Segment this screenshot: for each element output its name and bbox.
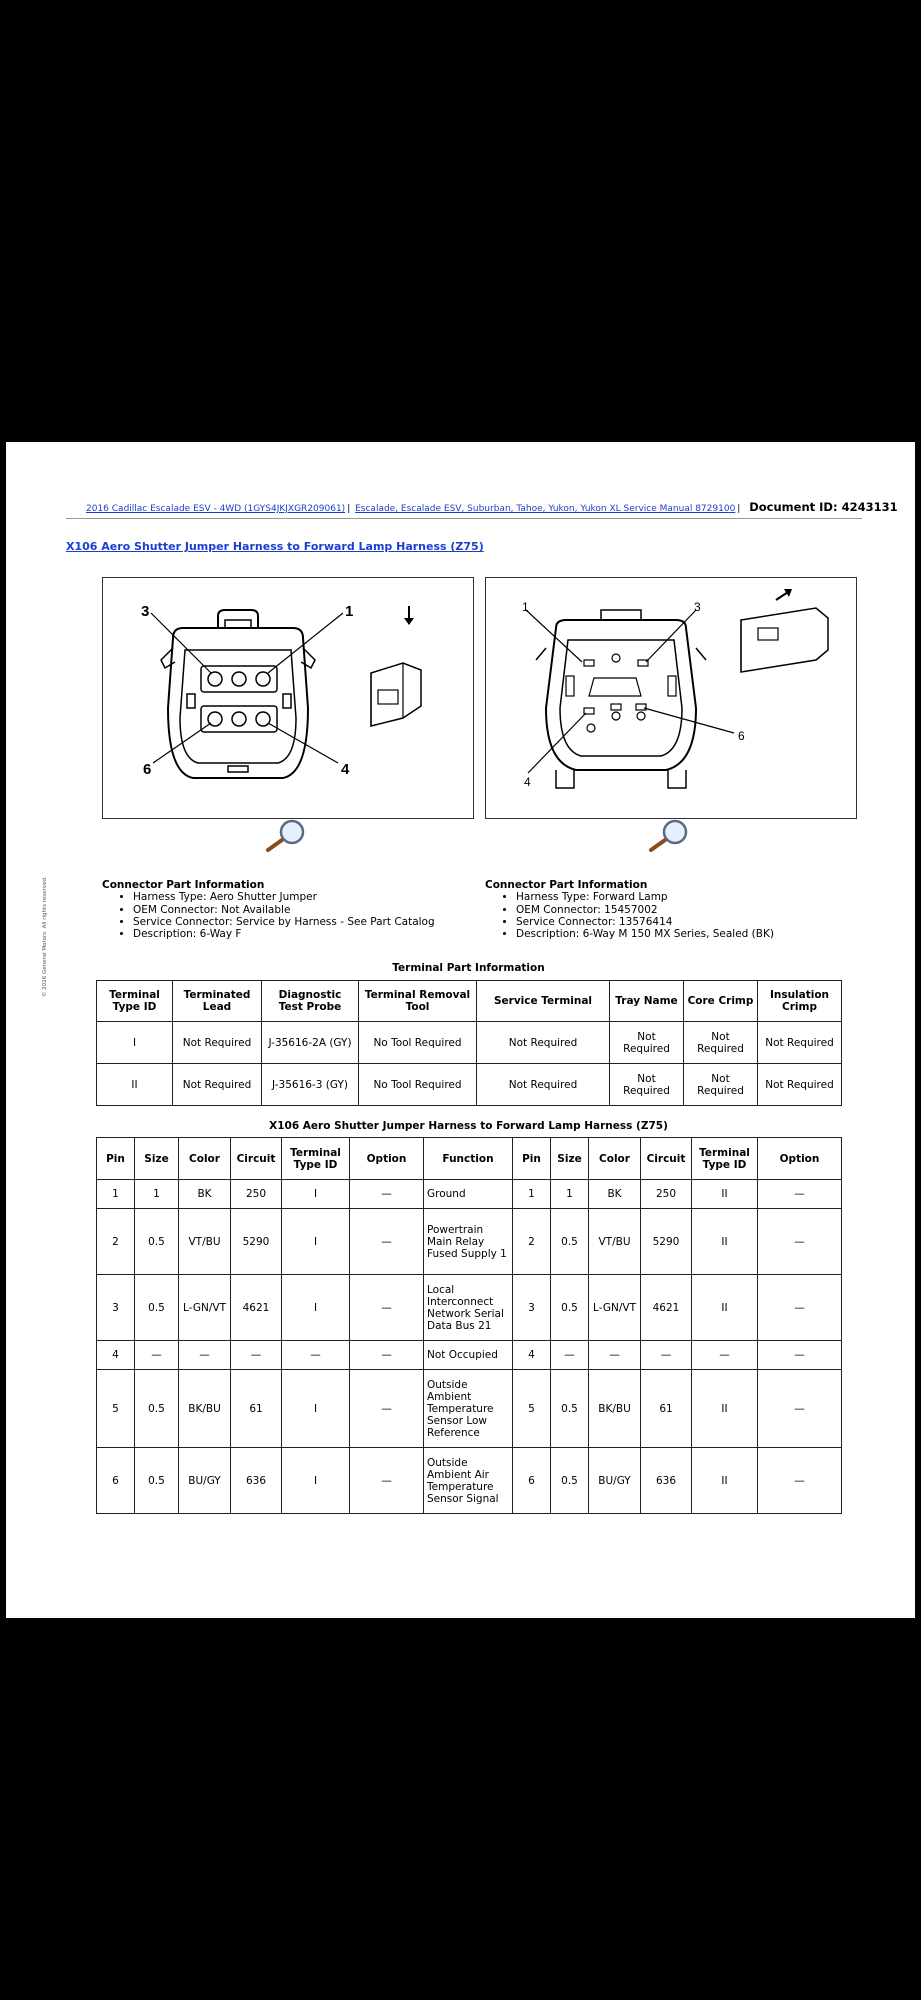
magnifier-icon[interactable] — [264, 818, 310, 854]
vehicle-link[interactable]: 2016 Cadillac Escalade ESV - 4WD (1GYS4JKJXGR209061) — [86, 504, 346, 514]
table-cell: 0.5 — [135, 1370, 179, 1448]
service-manual-link[interactable]: Escalade, Escalade ESV, Suburban, Tahoe, Yukon, Yukon XL Service Manual 8729100 — [355, 504, 736, 514]
table-cell: Not Required — [610, 1022, 684, 1064]
table-cell: — — [589, 1341, 641, 1370]
table-cell: BK/BU — [179, 1370, 231, 1448]
table-cell: — — [350, 1275, 424, 1341]
table-cell: I — [282, 1209, 350, 1275]
table-cell: II — [692, 1370, 758, 1448]
table-cell: No Tool Required — [359, 1022, 477, 1064]
table-cell: 250 — [641, 1180, 692, 1209]
connector-info-right — [485, 879, 774, 940]
table-cell: 2 — [97, 1209, 135, 1275]
table-cell: — — [282, 1341, 350, 1370]
table-cell: 6 — [97, 1448, 135, 1514]
list-item: • Description: 6-Way F — [133, 928, 435, 940]
column-header: Option — [758, 1138, 842, 1180]
column-header: Terminal Type ID — [692, 1138, 758, 1180]
table-cell: — — [350, 1341, 424, 1370]
table-cell: 5290 — [231, 1209, 282, 1275]
table-cell: 5 — [97, 1370, 135, 1448]
pin-label-6: 6 — [143, 761, 152, 778]
table-cell: 636 — [231, 1448, 282, 1514]
table-cell: 6 — [513, 1448, 551, 1514]
column-header: Service Terminal — [477, 981, 610, 1022]
table-cell: BK — [589, 1180, 641, 1209]
table-cell: 4 — [513, 1341, 551, 1370]
table-cell: J-35616-2A (GY) — [262, 1022, 359, 1064]
table-cell: — — [179, 1341, 231, 1370]
magnifier-icon[interactable] — [647, 818, 693, 854]
table-cell: 1 — [135, 1180, 179, 1209]
table-cell: I — [97, 1022, 173, 1064]
table-cell: — — [758, 1275, 842, 1341]
table-cell: — — [758, 1370, 842, 1448]
table-cell: 1 — [551, 1180, 589, 1209]
table-cell: L-GN/VT — [589, 1275, 641, 1341]
connector-figure-left — [102, 577, 474, 819]
table-cell: 0.5 — [551, 1448, 589, 1514]
column-header: Tray Name — [610, 981, 684, 1022]
connector-figure-right — [485, 577, 857, 819]
table-cell: 250 — [231, 1180, 282, 1209]
table-cell: J-35616-3 (GY) — [262, 1064, 359, 1106]
pin-label-1: 1 — [345, 603, 354, 620]
connector-info-heading: Connector Part Information — [485, 879, 648, 891]
pin-table-caption: X106 Aero Shutter Jumper Harness to Forward Lamp Harness (Z75) — [269, 1120, 668, 1132]
column-header: Terminated Lead — [173, 981, 262, 1022]
table-cell: Outside Ambient Temperature Sensor Low Reference — [424, 1370, 513, 1448]
list-item: • Harness Type: Aero Shutter Jumper — [133, 891, 435, 903]
document-page — [6, 442, 915, 1618]
table-cell: Not Required — [173, 1022, 262, 1064]
pin-label-3: 3 — [141, 603, 150, 620]
column-header: Pin — [513, 1138, 551, 1180]
table-row — [97, 1448, 842, 1514]
table-cell: 0.5 — [135, 1209, 179, 1275]
table-cell: — — [641, 1341, 692, 1370]
table-cell: VT/BU — [589, 1209, 641, 1275]
column-header: Pin — [97, 1138, 135, 1180]
table-cell: I — [282, 1370, 350, 1448]
table-cell: — — [758, 1448, 842, 1514]
column-header: Diagnostic Test Probe — [262, 981, 359, 1022]
connector-drawing-right — [486, 578, 856, 818]
document-id: Document ID: 4243131 — [749, 500, 898, 514]
table-cell: VT/BU — [179, 1209, 231, 1275]
table-row — [97, 1064, 842, 1106]
table-cell: 0.5 — [135, 1448, 179, 1514]
column-header: Terminal Type ID — [282, 1138, 350, 1180]
table-cell: BU/GY — [589, 1448, 641, 1514]
table-row — [97, 1370, 842, 1448]
table-cell: 61 — [641, 1370, 692, 1448]
column-header: Size — [135, 1138, 179, 1180]
table-cell: 0.5 — [551, 1209, 589, 1275]
table-cell: — — [692, 1341, 758, 1370]
table-cell: 2 — [513, 1209, 551, 1275]
table-cell: II — [692, 1448, 758, 1514]
connector-drawing-left — [103, 578, 473, 818]
table-cell: II — [692, 1209, 758, 1275]
table-cell: Not Required — [173, 1064, 262, 1106]
column-header: Terminal Removal Tool — [359, 981, 477, 1022]
table-cell: 4621 — [641, 1275, 692, 1341]
copyright-notice: © 2026 General Motors. All rights reserved. — [42, 876, 48, 997]
table-cell: 5290 — [641, 1209, 692, 1275]
list-item: • OEM Connector: Not Available — [133, 904, 435, 916]
table-cell: — — [350, 1448, 424, 1514]
list-item: • OEM Connector: 15457002 — [516, 904, 774, 916]
pin-label-4: 4 — [524, 775, 531, 789]
table-row — [97, 1275, 842, 1341]
table-cell: Not Occupied — [424, 1341, 513, 1370]
table-cell: — — [350, 1209, 424, 1275]
table-cell: I — [282, 1448, 350, 1514]
table-header-row — [97, 981, 842, 1022]
table-cell: — — [758, 1180, 842, 1209]
table-row — [97, 1180, 842, 1209]
table-cell: 3 — [513, 1275, 551, 1341]
table-cell: 0.5 — [135, 1275, 179, 1341]
table-cell: L-GN/VT — [179, 1275, 231, 1341]
table-cell: I — [282, 1180, 350, 1209]
terminal-part-table — [96, 980, 842, 1106]
table-cell: — — [758, 1209, 842, 1275]
pin-label-1: 1 — [522, 600, 529, 614]
document-header: 2016 Cadillac Escalade ESV - 4WD (1GYS4JKJXGR209061) | Escalade, Escalade ESV, Suburban, Tahoe, Yukon, Yukon XL Service Manual 8729100 | Document ID: 4243131 — [86, 500, 898, 514]
table-cell: Not Required — [758, 1064, 842, 1106]
pin-label-4: 4 — [341, 761, 350, 778]
table-cell: Local Interconnect Network Serial Data Bus 21 — [424, 1275, 513, 1341]
table-cell: 61 — [231, 1370, 282, 1448]
table-cell: 4 — [97, 1341, 135, 1370]
pin-label-3: 3 — [694, 600, 701, 614]
table-cell: Not Required — [477, 1022, 610, 1064]
table-cell: 4621 — [231, 1275, 282, 1341]
table-cell: Not Required — [684, 1064, 758, 1106]
table-cell: 0.5 — [551, 1370, 589, 1448]
table-row — [97, 1209, 842, 1275]
terminal-table-caption: Terminal Part Information — [392, 962, 545, 974]
table-cell: — — [135, 1341, 179, 1370]
document-title[interactable]: X106 Aero Shutter Jumper Harness to Forward Lamp Harness (Z75) — [66, 540, 484, 553]
column-header: Insulation Crimp — [758, 981, 842, 1022]
table-cell: BK/BU — [589, 1370, 641, 1448]
column-header: Size — [551, 1138, 589, 1180]
table-cell: 636 — [641, 1448, 692, 1514]
table-cell: Outside Ambient Air Temperature Sensor Signal — [424, 1448, 513, 1514]
table-cell: Not Required — [758, 1022, 842, 1064]
list-item: • Description: 6-Way M 150 MX Series, Sealed (BK) — [516, 928, 774, 940]
pin-table — [96, 1137, 842, 1514]
list-item: • Harness Type: Forward Lamp — [516, 891, 774, 903]
table-row — [97, 1341, 842, 1370]
table-cell: — — [758, 1341, 842, 1370]
table-cell: 1 — [513, 1180, 551, 1209]
column-header: Color — [589, 1138, 641, 1180]
column-header: Terminal Type ID — [97, 981, 173, 1022]
table-cell: BU/GY — [179, 1448, 231, 1514]
table-header-row — [97, 1138, 842, 1180]
table-cell: 3 — [97, 1275, 135, 1341]
table-row — [97, 1022, 842, 1064]
table-cell: I — [282, 1275, 350, 1341]
table-cell: Not Required — [477, 1064, 610, 1106]
table-cell: No Tool Required — [359, 1064, 477, 1106]
table-cell: — — [350, 1370, 424, 1448]
table-cell: — — [350, 1180, 424, 1209]
list-item: • Service Connector: 13576414 — [516, 916, 774, 928]
header-divider — [66, 518, 862, 519]
column-header: Option — [350, 1138, 424, 1180]
table-cell: II — [97, 1064, 173, 1106]
table-cell: 5 — [513, 1370, 551, 1448]
table-cell: Not Required — [684, 1022, 758, 1064]
table-cell: — — [551, 1341, 589, 1370]
table-cell: Powertrain Main Relay Fused Supply 1 — [424, 1209, 513, 1275]
connector-info-left — [102, 879, 435, 940]
column-header: Core Crimp — [684, 981, 758, 1022]
table-cell: 1 — [97, 1180, 135, 1209]
list-item: • Service Connector: Service by Harness - See Part Catalog — [133, 916, 435, 928]
table-cell: II — [692, 1180, 758, 1209]
column-header: Function — [424, 1138, 513, 1180]
column-header: Circuit — [641, 1138, 692, 1180]
table-cell: 0.5 — [551, 1275, 589, 1341]
table-cell: BK — [179, 1180, 231, 1209]
table-cell: — — [231, 1341, 282, 1370]
connector-info-heading: Connector Part Information — [102, 879, 265, 891]
table-cell: II — [692, 1275, 758, 1341]
table-cell: Ground — [424, 1180, 513, 1209]
column-header: Circuit — [231, 1138, 282, 1180]
table-cell: Not Required — [610, 1064, 684, 1106]
column-header: Color — [179, 1138, 231, 1180]
pin-label-6: 6 — [738, 729, 745, 743]
